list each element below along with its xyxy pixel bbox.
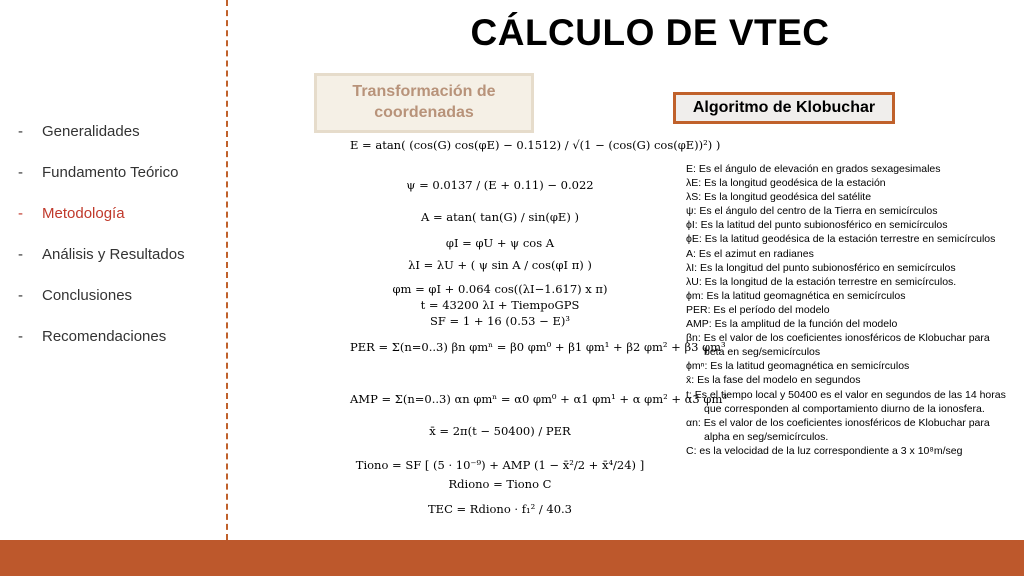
equation-amp: AMP = Σ(n=0..3) αn φmⁿ = α0 φm⁰ + α1 φm¹ + α φm² + α3 φm³ [350,392,727,406]
definition-item: ψ: Es el ángulo del centro de la Tierra en semicírculos [686,205,938,218]
equation-rdiono: Rdiono = Tiono C [448,477,552,491]
definition-item: αn: Es el valor de los coeficientes ionosféricos de Klobuchar para [686,416,990,429]
equation-azimuth: A = atan( tan(G) / sin(φE) ) [421,210,579,224]
nav-item-analisis[interactable]: - Análisis y Resultados [18,246,185,263]
definition-item: βn: Es el valor de los coeficientes ionosféricos de Klobuchar para [686,332,990,345]
nav-item-fundamento[interactable]: - Fundamento Teórico [18,164,179,181]
footer-bar [0,540,1024,576]
nav-item-label: Generalidades [42,123,140,140]
definition-item: t: Es el tiempo local y 50400 es el valor en segundos de las 14 horas [686,388,1006,401]
nav-item-label: Fundamento Teórico [42,164,179,181]
equation-time: t = 43200 λI + TiempoGPS [420,298,580,312]
definition-item: E: Es el ángulo de elevación en grados sexagesimales [686,163,941,175]
equation-tiono: Tiono = SF [ (5 · 10⁻⁹) + AMP (1 − x̄²/2 + x̄⁴/24) ] [355,458,645,472]
equation-psi: ψ = 0.0137 / (E + 0.11) − 0.022 [406,178,594,192]
klobuchar-algorithm-button[interactable] [673,92,895,124]
definition-item: ϕI: Es la latitud del punto subionosférico en semicírculos [686,219,948,232]
equation-phi-i: φI = φU + ψ cos A [445,236,555,250]
definition-item: λS: Es la longitud geodésica del satélite [686,191,872,204]
definition-item: x̄: Es la fase del modelo en segundos [686,374,861,387]
definitions-list [686,162,1016,458]
definition-item: C: es la velocidad de la luz correspondiente a 3 x 10⁸m/seg [686,444,963,457]
definition-item-continuation: alpha en seg/semicírculos. [704,430,829,443]
nav-item-conclusiones[interactable]: - Conclusiones [18,287,133,304]
transform-button-label: Transformación de coordenadas [352,83,496,121]
nav-item-label: Conclusiones [42,287,133,304]
klobuchar-button-label: Algoritmo de Klobuchar [692,99,876,116]
nav-item-metodologia[interactable]: - Metodología [18,205,125,222]
equation-phi-m: φm = φI + 0.064 cos((λI−1.617) x π) [392,282,608,296]
definition-item: ϕmⁿ: Es la latitud geomagnética en semicírculos [686,360,910,373]
page-title: CÁLCULO DE VTEC [470,12,830,53]
definition-item: PER: Es el período del modelo [686,303,830,316]
definition-item-continuation: beta en seg/semicírculos [704,346,821,359]
definition-item: AMP: Es la amplitud de la función del modelo [686,318,898,331]
vertical-divider [226,0,228,540]
definition-item: A: Es el azimut en radianes [686,247,814,260]
sidebar-nav [18,123,185,369]
definition-item: λU: Es la longitud de la estación terrestre en semicírculos. [686,275,957,288]
nav-item-generalidades[interactable]: - Generalidades [18,123,140,140]
definition-item: λE: Es la longitud geodésica de la estación [686,177,886,190]
equation-sf: SF = 1 + 16 (0.53 − E)³ [430,314,570,328]
nav-item-label: Metodología [42,205,125,222]
definition-item-continuation: que corresponden al comportamiento diurno de la ionosfera. [704,402,985,415]
nav-item-recomendaciones[interactable]: - Recomendaciones [18,328,167,345]
equation-phase: x̄ = 2π(t − 50400) / PER [429,424,571,438]
definition-item: λI: Es la longitud del punto subionosférico en semicírculos [686,261,956,274]
equation-per: PER = Σ(n=0..3) βn φmⁿ = β0 φm⁰ + β1 φm¹ + β2 φm² + β3 φm³ [350,340,726,354]
nav-item-label: Recomendaciones [42,328,167,345]
equation-tec: TEC = Rdiono · f₁² / 40.3 [428,502,572,516]
transform-coordinates-button[interactable] [314,73,534,133]
definition-item: ϕm: Es la latitud geomagnética en semicírculos [686,289,906,302]
definition-item: ϕE: Es la latitud geodésica de la estación terrestre en semicírculos [686,233,996,246]
equation-lambda-i: λI = λU + ( ψ sin A / cos(φI π) ) [408,258,592,272]
nav-item-label: Análisis y Resultados [42,246,185,263]
equation-elevation: E = atan( (cos(G) cos(φE) − 0.1512) / √(1 − (cos(G) cos(φE))²) ) [350,138,721,152]
